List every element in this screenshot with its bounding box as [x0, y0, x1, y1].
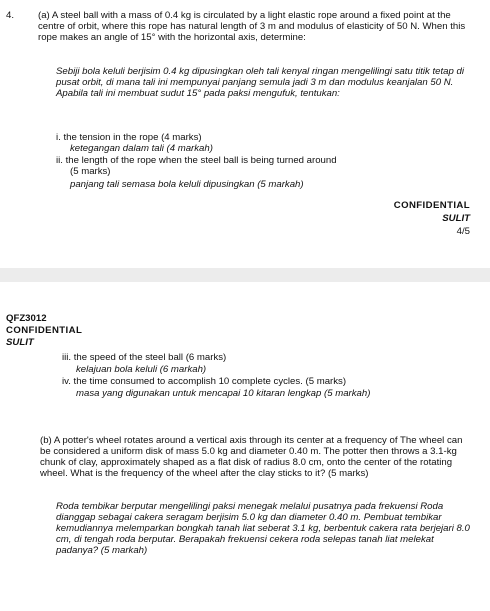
part-i-malay: ketegangan dalam tali (4 markah) — [70, 143, 213, 154]
sulit-label: SULIT — [6, 337, 34, 348]
page-number: 4/5 — [456, 226, 470, 237]
confidential-label: CONFIDENTIAL — [393, 200, 470, 211]
part-iii-english: iii. the speed of the steel ball (6 marks) — [62, 352, 227, 363]
part-iv-english: iv. the time consumed to accomplish 10 complete cycles. (5 marks) — [62, 376, 347, 387]
question-b-malay: Roda tembikar berputar mengelilingi paksi menegak melalui pusatnya pada frekuensi Roda dianggap sebagai cakera seragam berjisim 5.0 kg dan diameter 0.40 m. Pembuat tembikar kemudiannya melemparkan bongkah tanah liat seberat 3.1 kg, berbentuk cakera rata berjejari 8.0 cm, di tengah roda berputar. Berapakah frekuensi cekera roda selepas tanah liat melekat padanya? (5 markah) — [56, 501, 470, 556]
part-ii-marks: (5 marks) — [70, 166, 111, 177]
sulit-label: SULIT — [442, 213, 470, 224]
part-ii-english: ii. the length of the rope when the steel ball is being turned around — [56, 155, 337, 166]
part-iv-malay: masa yang digunakan untuk mencapai 10 kitaran lengkap (5 markah) — [76, 388, 371, 399]
course-code: QFZ3012 — [6, 313, 47, 324]
page-separator — [0, 268, 490, 282]
confidential-label: CONFIDENTIAL — [6, 325, 83, 336]
part-i-english: i. the tension in the rope (4 marks) — [56, 132, 202, 143]
part-ii-malay: panjang tali semasa bola keluli dipusingkan (5 markah) — [70, 179, 304, 190]
question-a-malay: Sebiji bola keluli berjisim 0.4 kg dipusingkan oleh tali kenyal ringan mengelilingi satu titik tetap di pusat orbit, di mana tali ini mempunyai panjang semula jadi 3 m dan modulus keanjalan 50 N. Apabila tali ini membuat sudut 15° pada paksi mengufuk, tentukan: — [56, 66, 464, 99]
exam-page-4 — [0, 0, 490, 268]
question-number: 4. — [6, 10, 15, 21]
question-b-english: (b) A potter's wheel rotates around a vertical axis through its center at a frequency of The wheel can be considered a uniform disk of mass 5.0 kg and diameter 0.40 m. The potter then throws a 3.1-kg chunk of clay, approximately shaped as a flat disk of radius 8.0 cm, onto the center of the rotating wheel. What is the frequency of the wheel after the clay sticks to it? (5 marks) — [40, 435, 463, 479]
exam-page-5 — [0, 282, 490, 611]
question-a-english: (a) A steel ball with a mass of 0.4 kg is circulated by a light elastic rope around a fixed point at the centre of orbit, where this rope has natural length of 3 m and modulus of elasticity of 50 N. When this rope makes an angle of 15° with the horizontal axis, determine: — [38, 10, 466, 43]
part-iii-malay: kelajuan bola keluli (6 markah) — [76, 364, 207, 375]
